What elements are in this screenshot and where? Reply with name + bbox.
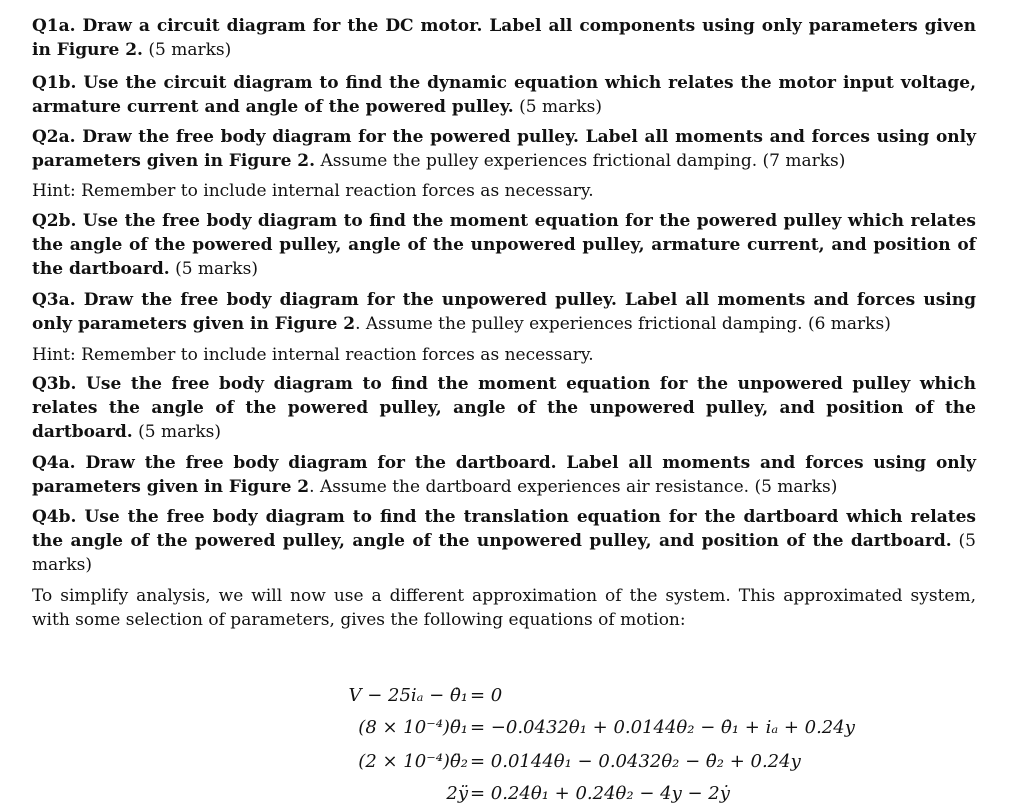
question-q2a bbox=[32, 125, 976, 173]
equation-lhs: 2ÿ bbox=[446, 783, 468, 804]
equation-rhs: = 0.0144θ₁ − 0.0432θ₂ − θ̇₂ + 0.24y bbox=[470, 751, 801, 772]
question-q1b-marks: (5 marks) bbox=[513, 97, 602, 117]
question-q4b bbox=[32, 505, 976, 577]
question-q3b-bold: Q3b. Use the free body diagram to find the moment equation for the unpowered pulley which relates the angle of the powered pulley, angle of the unpowered pulley, and position of the dartboard. bbox=[32, 374, 976, 442]
equation-lhs: (2 × 10⁻⁴)θ̈₂ bbox=[358, 751, 468, 772]
question-q1b bbox=[32, 71, 976, 119]
equation-row bbox=[250, 748, 810, 776]
question-q3b-marks: (5 marks) bbox=[132, 422, 222, 442]
question-q1b-bold: Q1b. Use the circuit diagram to find the dynamic equation which relates the motor input voltage, armature current and angle of the powered pulley. bbox=[32, 73, 976, 117]
hint-q3: Hint: Remember to include internal reaction forces as necessary. bbox=[32, 345, 594, 365]
question-q2a-bold: Q2a. Draw the free body diagram for the powered pulley. Label all moments and forces using only parameters given in Figure 2. bbox=[32, 127, 976, 171]
intro-paragraph: To simplify analysis, we will now use a different approximation of the system. This approximated system, with some selection of parameters, gives the following equations of motion: bbox=[32, 586, 976, 630]
question-q1a-bold: Q1a. Draw a circuit diagram for the DC motor. Label all components using only parameters given in Figure 2. bbox=[32, 16, 976, 60]
question-q4b-bold: Q4b. Use the free body diagram to find the translation equation for the dartboard which relates the angle of the powered pulley, angle of the unpowered pulley, and position of the dartboard. bbox=[32, 507, 976, 551]
question-q2b-marks: (5 marks) bbox=[169, 259, 258, 279]
question-q3a-marks: . Assume the pulley experiences frictional damping. (6 marks) bbox=[355, 314, 891, 334]
question-q4a-bold: Q4a. Draw the free body diagram for the dartboard. Label all moments and forces using only parameters given in Figure 2 bbox=[32, 453, 976, 497]
equation-rhs: = 0 bbox=[470, 685, 503, 706]
equation-row bbox=[250, 714, 855, 742]
equation-lhs: (8 × 10⁻⁴)θ̈₁ bbox=[358, 717, 468, 738]
question-q1a bbox=[32, 14, 976, 62]
equation-rhs: = −0.0432θ₁ + 0.0144θ₂ − θ̇₁ + iₐ + 0.24y bbox=[470, 717, 855, 738]
hint-q2: Hint: Remember to include internal reaction forces as necessary. bbox=[32, 181, 594, 201]
equation-rhs: = 0.24θ₁ + 0.24θ₂ − 4y − 2ẏ bbox=[470, 783, 730, 804]
question-q3a bbox=[32, 288, 976, 336]
question-q1a-marks: (5 marks) bbox=[142, 40, 232, 60]
question-q4a bbox=[32, 451, 976, 499]
question-q3a-bold: Q3a. Draw the free body diagram for the unpowered pulley. Label all moments and forces using only parameters given in Figure 2 bbox=[32, 290, 976, 334]
question-q3b bbox=[32, 372, 976, 444]
equation-row bbox=[250, 682, 810, 710]
question-q4a-marks: . Assume the dartboard experiences air resistance. (5 marks) bbox=[309, 477, 838, 497]
question-q2a-marks: Assume the pulley experiences frictional damping. (7 marks) bbox=[315, 151, 846, 171]
question-q2b-bold: Q2b. Use the free body diagram to find the moment equation for the powered pulley which relates the angle of the powered pulley, angle of the unpowered pulley, armature current, and position of the dartboard. bbox=[32, 211, 976, 279]
question-q2b bbox=[32, 209, 976, 281]
equation-row bbox=[250, 780, 810, 808]
equation-lhs: V − 25iₐ − θ̇₁ bbox=[348, 685, 468, 706]
question-q4b-marks: (5 marks) bbox=[32, 531, 976, 575]
